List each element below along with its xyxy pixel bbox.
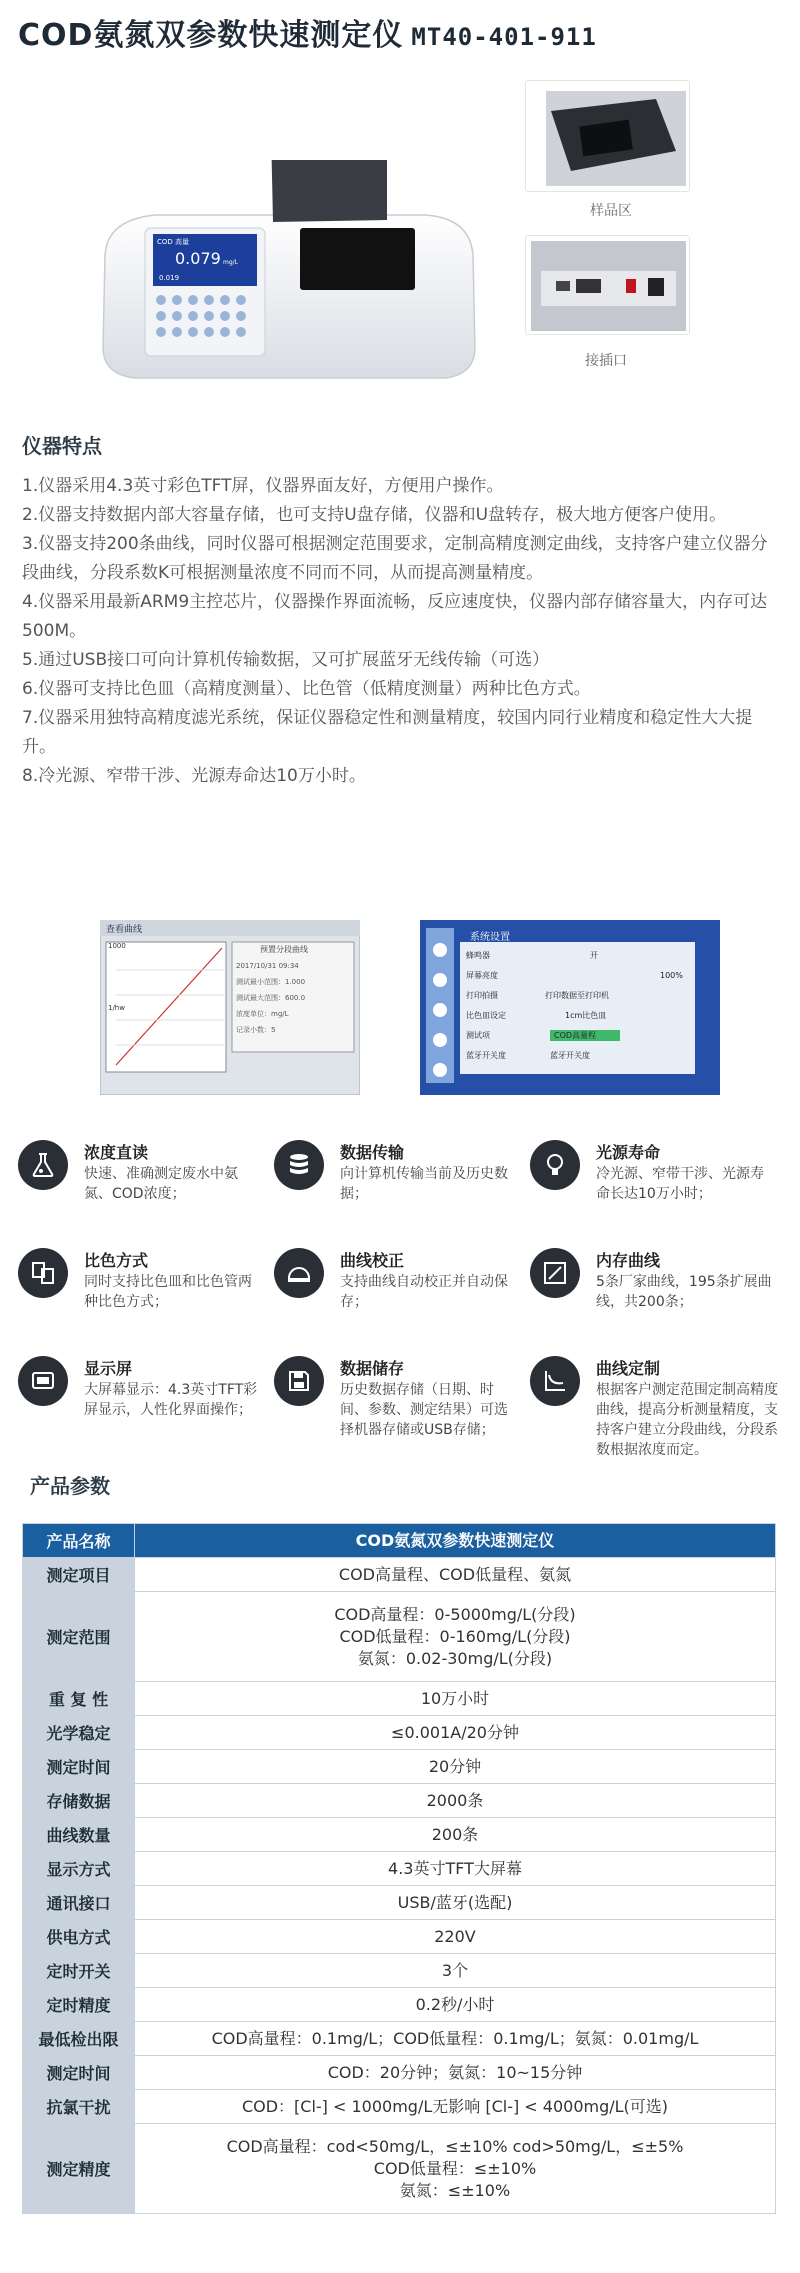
feature-icon-item: [274, 1356, 524, 1456]
params-table-header-row: [23, 1524, 776, 1558]
connector-photo: [525, 235, 690, 335]
settings-screen: [420, 920, 720, 1095]
param-label: 重 复 性: [23, 1682, 135, 1716]
feature-icon-title: 内存曲线: [596, 1251, 661, 1270]
curve-panel-row: 记录小数：5: [236, 1026, 276, 1034]
feature-icon-desc: 大屏幕显示：4.3英寸TFT彩屏显示，人性化界面操作；: [84, 1382, 258, 1418]
feature-icon-item: [18, 1140, 268, 1240]
curve-panel-title: 预置分段曲线: [260, 945, 308, 954]
params-table-row: [23, 1592, 776, 1682]
feature-icon-desc: 5条厂家曲线，195条扩展曲线，共200条；: [596, 1274, 772, 1310]
screen-sub: 0.019: [159, 274, 180, 282]
param-label: 供电方式: [23, 1920, 135, 1954]
params-table-row: [23, 1818, 776, 1852]
param-label: 产品名称: [23, 1524, 135, 1558]
feature-icon-item: [530, 1140, 780, 1240]
settings-row-value: 1cm比色皿: [565, 1011, 607, 1020]
feature-icon-desc: 历史数据存储（日期、时间、参数、测定结果）可选择机器存储或USB存储；: [340, 1382, 508, 1438]
param-value: COD高量程、COD低量程、氨氮: [135, 1558, 776, 1592]
param-value: COD高量程：cod<50mg/L，≤±10% cod>50mg/L，≤±5% COD低量程：≤±10% 氨氮：≤±10%: [135, 2124, 776, 2214]
feature-item: 3.仪器支持200条曲线，同时仪器可根据测定范围要求，定制高精度测定曲线，支持客户建立仪器分段曲线，分段系数K可根据测量浓度不同而不同，从而提高测量精度。: [22, 534, 768, 583]
param-label: 通讯接口: [23, 1886, 135, 1920]
feature-icon-title: 浓度直读: [84, 1143, 149, 1162]
settings-row-value: 蓝牙开关度: [550, 1051, 590, 1060]
settings-row-value: COD高量程: [554, 1031, 597, 1040]
feature-icon-title: 数据储存: [340, 1359, 405, 1378]
curve-screen: [100, 920, 360, 1095]
gauge-icon: [274, 1248, 324, 1298]
param-label: 定时开关: [23, 1954, 135, 1988]
curve-panel-row: 浓度单位：mg/L: [236, 1010, 289, 1018]
param-value: COD：[Cl-] < 1000mg/L无影响 [Cl-] < 4000mg/L(可选): [135, 2090, 776, 2124]
feature-icon-desc: 支持曲线自动校正并自动保存；: [340, 1274, 508, 1310]
curve-panel-row: 测试最大范围：600.0: [236, 994, 306, 1002]
params-table-row: [23, 2124, 776, 2214]
feature-icon-title: 曲线定制: [596, 1359, 661, 1378]
curve-screen-title: 查看曲线: [106, 925, 143, 935]
params-table-row: [23, 1920, 776, 1954]
param-label: 显示方式: [23, 1852, 135, 1886]
params-table-row: [23, 1716, 776, 1750]
param-value: ≤0.001A/20分钟: [135, 1716, 776, 1750]
settings-title: 系统设置: [470, 932, 510, 943]
feature-icon-desc: 冷光源、窄带干涉、光源寿命长达10万小时；: [596, 1166, 764, 1202]
param-value: 220V: [135, 1920, 776, 1954]
settings-row-label: 屏幕亮度: [466, 971, 498, 980]
feature-icon-title: 光源寿命: [596, 1143, 661, 1162]
param-value: USB/蓝牙(选配): [135, 1886, 776, 1920]
feature-icon-item: [530, 1356, 780, 1456]
param-label: 定时精度: [23, 1988, 135, 2022]
sample-area-caption: 样品区: [590, 203, 632, 219]
params-table: [22, 1523, 776, 2214]
curve-y-label: 1/hw: [108, 1004, 125, 1012]
features-heading: 仪器特点: [22, 434, 102, 458]
database-icon: [274, 1140, 324, 1190]
compare-icon: [18, 1248, 68, 1298]
param-value: 4.3英寸TFT大屏幕: [135, 1852, 776, 1886]
settings-row-label: 打印拍摄: [466, 991, 498, 1000]
param-value: 200条: [135, 1818, 776, 1852]
settings-row-value: 100%: [660, 971, 683, 980]
param-value: COD高量程：0.1mg/L；COD低量程：0.1mg/L；氨氮：0.01mg/L: [135, 2022, 776, 2056]
screen-header: COD 高量: [157, 238, 190, 246]
param-value: 3个: [135, 1954, 776, 1988]
param-label: 测定时间: [23, 1750, 135, 1784]
curve-panel-row: 测试最小范围：1.000: [236, 978, 306, 986]
params-table-row: [23, 2022, 776, 2056]
params-table-row: [23, 1784, 776, 1818]
feature-item: 4.仪器采用最新ARM9主控芯片，仪器操作界面流畅，反应速度快，仪器内部存储容量大，内存可达500M。: [22, 592, 768, 641]
save-icon: [274, 1356, 324, 1406]
settings-row-label: 测试项: [466, 1031, 490, 1040]
feature-item: 7.仪器采用独特高精度滤光系统，保证仪器稳定性和测量精度，较国内同行业精度和稳定性大大提升。: [22, 708, 753, 757]
product-name: COD氨氮双参数快速测定仪: [18, 18, 404, 53]
instrument-image: [95, 160, 480, 385]
feature-icon-item: [18, 1248, 268, 1348]
feature-icon-title: 比色方式: [84, 1251, 149, 1270]
param-value: 10万小时: [135, 1682, 776, 1716]
param-label: 最低检出限: [23, 2022, 135, 2056]
param-value: COD氨氮双参数快速测定仪: [135, 1524, 776, 1558]
param-value: 0.2秒/小时: [135, 1988, 776, 2022]
feature-item: 6.仪器可支持比色皿（高精度测量）、比色管（低精度测量）两种比色方式。: [22, 679, 591, 699]
settings-row-label: 蓝牙开关度: [466, 1051, 506, 1060]
param-value: COD高量程：0-5000mg/L(分段) COD低量程：0-160mg/L(分段) 氨氮：0.02-30mg/L(分段): [135, 1592, 776, 1682]
feature-icon-title: 数据传输: [340, 1143, 405, 1162]
params-heading: 产品参数: [30, 1474, 110, 1498]
feature-item: 1.仪器采用4.3英寸彩色TFT屏，仪器界面友好，方便用户操作。: [22, 476, 504, 496]
param-value: 2000条: [135, 1784, 776, 1818]
settings-row-label: 比色皿设定: [466, 1011, 506, 1020]
param-value: 20分钟: [135, 1750, 776, 1784]
feature-item: 5.通过USB接口可向计算机传输数据，又可扩展蓝牙无线传输（可选）: [22, 650, 550, 670]
screen-unit: mg/L: [223, 259, 239, 266]
feature-icon-item: [18, 1356, 268, 1456]
feature-item: 2.仪器支持数据内部大容量存储，也可支持U盘存储，仪器和U盘转存，极大地方便客户使用。: [22, 505, 727, 525]
params-table-row: [23, 1682, 776, 1716]
params-table-row: [23, 1954, 776, 1988]
settings-row-value: 打印数据至打印机: [545, 991, 609, 1000]
param-label: 曲线数量: [23, 1818, 135, 1852]
sample-area-photo: [525, 80, 690, 192]
param-label: 测定精度: [23, 2124, 135, 2214]
param-label: 抗氯干扰: [23, 2090, 135, 2124]
feature-icons-grid: [18, 1140, 788, 1480]
page-title: [18, 10, 597, 54]
params-table-row: [23, 1852, 776, 1886]
params-table-row: [23, 1750, 776, 1784]
params-table-row: [23, 1988, 776, 2022]
feature-icon-desc: 快速、准确测定废水中氨氮、COD浓度；: [84, 1166, 238, 1202]
monitor-icon: [18, 1356, 68, 1406]
feature-icon-desc: 向计算机传输当前及历史数据；: [340, 1166, 508, 1202]
connector-caption: 接插口: [585, 353, 627, 369]
param-label: 测定项目: [23, 1558, 135, 1592]
feature-icon-item: [274, 1248, 524, 1348]
param-value: COD：20分钟；氨氮：10~15分钟: [135, 2056, 776, 2090]
settings-row-value: 开: [590, 951, 598, 960]
feature-icon-item: [274, 1140, 524, 1240]
model-number: MT40-401-911: [411, 23, 597, 51]
feature-icon-desc: 同时支持比色皿和比色管两种比色方式；: [84, 1274, 252, 1310]
screen-reading: 0.079: [175, 249, 221, 268]
flask-icon: [18, 1140, 68, 1190]
bulb-icon: [530, 1140, 580, 1190]
params-table-row: [23, 1558, 776, 1592]
curve-y-top: 1000: [108, 942, 126, 950]
features-list: [22, 472, 782, 791]
params-table-row: [23, 2090, 776, 2124]
settings-row-label: 蜂鸣器: [466, 951, 490, 960]
feature-icon-item: [530, 1248, 780, 1348]
product-hero: [0, 60, 800, 440]
params-table-row: [23, 2056, 776, 2090]
params-table-row: [23, 1886, 776, 1920]
param-label: 测定范围: [23, 1592, 135, 1682]
param-label: 存储数据: [23, 1784, 135, 1818]
curve-panel-row: 2017/10/31 09:34: [236, 962, 299, 970]
custom-curve-icon: [530, 1356, 580, 1406]
param-label: 光学稳定: [23, 1716, 135, 1750]
feature-icon-desc: 根据客户测定范围定制高精度曲线，提高分析测量精度，支持客户建立分段曲线，分段系数根据浓度而定。: [596, 1382, 778, 1458]
feature-icon-title: 显示屏: [84, 1359, 133, 1378]
feature-icon-title: 曲线校正: [340, 1251, 405, 1270]
curve-icon: [530, 1248, 580, 1298]
feature-item: 8.冷光源、窄带干涉、光源寿命达10万小时。: [22, 766, 366, 786]
param-label: 测定时间: [23, 2056, 135, 2090]
